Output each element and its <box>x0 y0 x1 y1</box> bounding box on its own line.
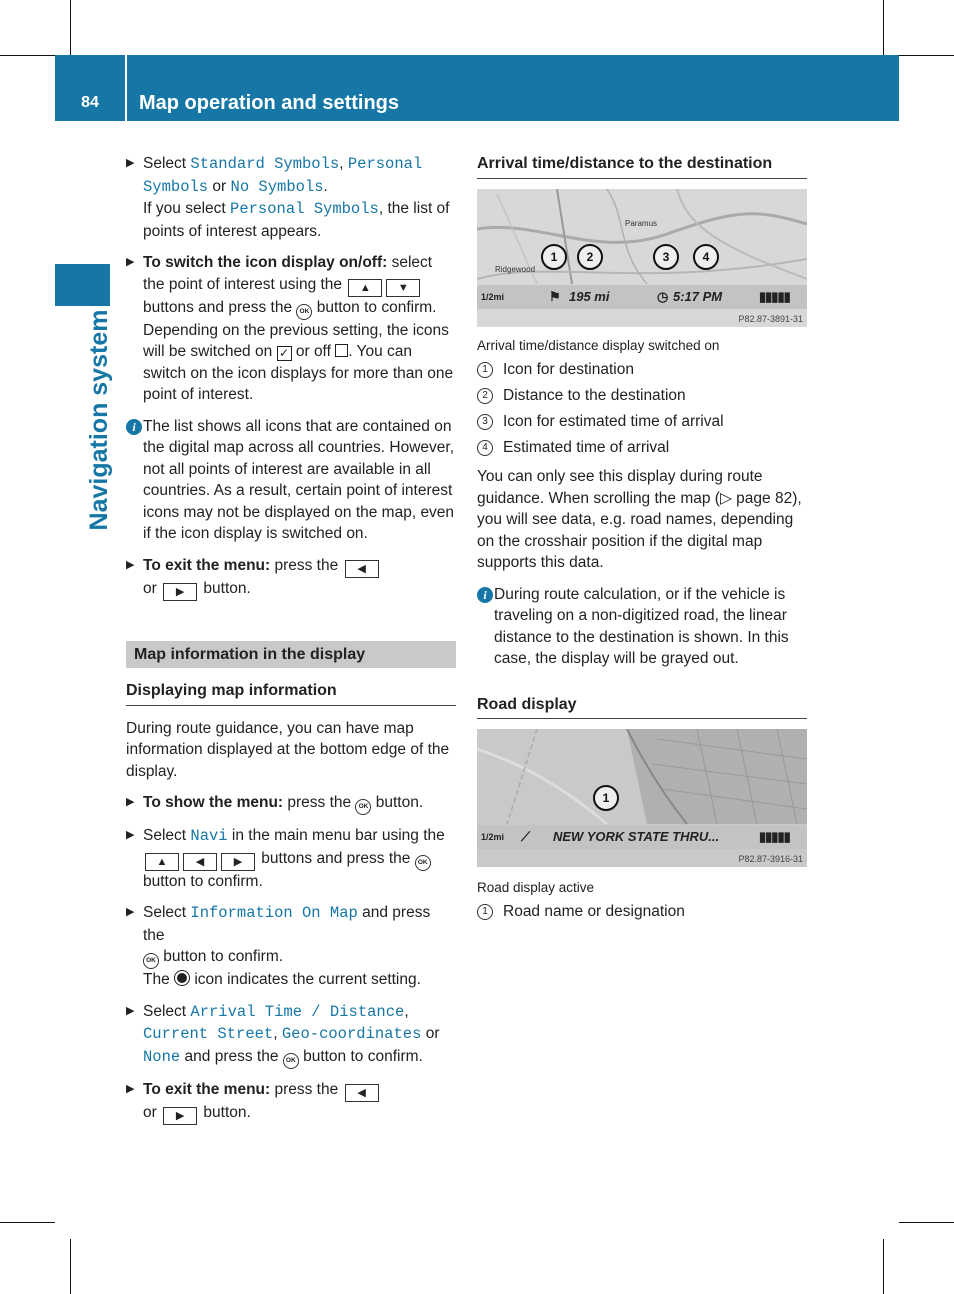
map-scale: 1/2mi <box>481 832 505 842</box>
up-key-icon: ▲ <box>348 279 382 297</box>
instruction-step: ▶ To switch the icon display on/off: select the point of interest using the ▲ ▼ buttons and press the OK button to confirm. Depending on the previous setting, the icons will be switched on ✓ or off . You can switch on the icon displays for more than one point of interest. <box>126 254 454 403</box>
menu-option: No Symbols <box>230 177 324 196</box>
info-note: i During route calculation, or if the vehicle is traveling on a non-digitized road, the linear distance to the destination is shown. In this case, the display will be grayed out. <box>477 584 807 670</box>
callout-3: 3 <box>653 244 679 270</box>
crop-mark <box>899 55 954 56</box>
down-key-icon: ▼ <box>386 279 420 297</box>
list-item: 2 Distance to the destination <box>477 385 807 407</box>
page-header <box>55 55 899 121</box>
crop-mark <box>899 1222 954 1223</box>
menu-option: Personal Symbols <box>143 155 423 196</box>
arrow-icon: ▶ <box>126 1004 135 1017</box>
destination-flag-icon: ⚑ <box>549 288 561 304</box>
figure-caption: Road display active <box>477 880 595 895</box>
list-item: 3 Icon for estimated time of arrival <box>477 411 807 433</box>
chapter-title: Map operation and settings <box>139 92 400 114</box>
map-place-label: Paramus <box>625 218 658 228</box>
crop-mark <box>70 0 71 55</box>
list-item: 4 Estimated time of arrival <box>477 437 807 459</box>
map-scale: 1/2mi <box>481 291 505 302</box>
left-column <box>126 153 456 1135</box>
crop-mark <box>0 55 55 56</box>
ok-button-icon: OK <box>296 304 312 320</box>
right-key-icon: ▶ <box>163 1107 197 1125</box>
subsection-heading: Road display <box>477 694 807 720</box>
section-heading: Map information in the display <box>126 641 456 669</box>
crop-mark <box>70 1239 71 1294</box>
info-icon: i <box>126 419 142 435</box>
menu-option: Navi <box>190 827 228 845</box>
info-note: i The list shows all icons that are contained on the digital map across all countries. However, not all points of interest are available in all countries. As a result, certain point of interest icons may not be displayed on the map, even if the icon display is switched on. <box>126 416 456 545</box>
list-item: 1 Road name or designation <box>477 901 807 923</box>
arrow-icon: ▶ <box>126 1082 135 1095</box>
signal-strength-icon: ▮▮▮▮▮ <box>759 288 790 304</box>
left-key-icon: ◀ <box>345 560 379 578</box>
figure-code: P82.87-3916-31 <box>738 854 803 864</box>
arrow-icon: ▶ <box>126 796 135 808</box>
crop-mark <box>0 1222 55 1223</box>
legend-list <box>477 901 807 923</box>
map-screenshot <box>477 189 807 327</box>
map-info-bar <box>477 825 807 849</box>
right-column <box>477 153 807 927</box>
arrow-icon: ▶ <box>126 558 135 571</box>
map-place-label: Ridgewood <box>495 264 536 274</box>
instruction-step: ▶ Select Arrival Time / Distance, Current Street, Geo-coordinates or None and press the OK button to confirm. <box>126 1001 456 1069</box>
instruction-step: ▶ Select Information On Map and press the OK button to confirm. The icon indicates the current setting. <box>126 904 431 988</box>
signal-strength-icon: ▮▮▮▮▮ <box>759 829 790 844</box>
ok-button-icon: OK <box>355 799 371 815</box>
instruction-step: ▶ Select Navi in the main menu bar using the ▲ ◀ ▶ buttons and press the OK button to confirm. <box>126 827 445 890</box>
map-screenshot <box>477 729 807 867</box>
menu-option: Current Street <box>143 1025 274 1043</box>
clock-icon: ◷ <box>657 288 669 304</box>
road-icon: ⟋ <box>521 829 531 844</box>
menu-option: Geo-coordinates <box>281 1025 422 1043</box>
menu-option: Information On Map <box>190 904 358 922</box>
paragraph: You can only see this display during route guidance. When scrolling the map (▷ page 82), you will see data, e.g. road names, depending on the crosshair position if the digital map supports this data. <box>477 468 802 571</box>
instruction-step: ▶ To exit the menu: press the ◀ or ▶ button. <box>126 1079 456 1125</box>
subsection-heading: Displaying map information <box>126 680 456 706</box>
up-key-icon: ▲ <box>145 853 179 871</box>
callout-4: 4 <box>693 244 719 270</box>
list-item: 1 Icon for destination <box>477 359 807 381</box>
ok-button-icon: OK <box>283 1053 299 1069</box>
map-info-bar <box>477 285 807 309</box>
page-number: 84 <box>81 94 99 111</box>
callout-1: 1 <box>541 244 567 270</box>
arrival-time: 5:17 PM <box>673 288 723 304</box>
crop-mark <box>883 0 884 55</box>
left-key-icon: ◀ <box>183 853 217 871</box>
info-icon: i <box>477 587 493 603</box>
figure-code: P82.87-3891-31 <box>738 313 803 324</box>
arrow-icon: ▶ <box>126 157 135 169</box>
right-key-icon: ▶ <box>221 853 255 871</box>
crop-mark <box>883 1239 884 1294</box>
subsection-heading: Arrival time/distance to the destination <box>477 153 807 179</box>
header-divider <box>125 55 127 121</box>
arrow-icon: ▶ <box>126 256 135 268</box>
menu-option: None <box>143 1047 181 1066</box>
callout-2: 2 <box>577 244 603 270</box>
paragraph: During route guidance, you can have map information displayed at the bottom edge of the display. <box>126 719 450 780</box>
figure-caption: Arrival time/distance display switched on <box>477 337 720 353</box>
arrow-icon: ▶ <box>126 906 135 918</box>
side-section-title: Navigation system <box>85 309 113 531</box>
instruction-step: ▶ To show the menu: press the OK button. <box>126 792 456 815</box>
menu-option: Arrival Time / Distance <box>190 1002 405 1021</box>
menu-option: Standard Symbols <box>190 155 340 173</box>
instruction-step: ▶ To exit the menu: press the ◀ or ▶ button. <box>126 555 456 601</box>
left-key-icon: ◀ <box>345 1084 379 1102</box>
distance-value: 195 mi <box>569 288 610 304</box>
instruction-step: ▶ Select Standard Symbols, Personal Symbols or No Symbols. If you select Personal Symbols, the list of points of interest appears. <box>126 155 450 240</box>
side-tab <box>55 264 110 306</box>
street-name: NEW YORK STATE THRU... <box>553 829 720 844</box>
radio-selected-icon <box>174 970 190 986</box>
arrow-icon: ▶ <box>126 829 135 841</box>
checkbox-checked-icon: ✓ <box>277 346 292 361</box>
menu-option: Personal Symbols <box>230 200 379 218</box>
legend-list <box>477 359 807 459</box>
ok-button-icon: OK <box>415 855 431 871</box>
checkbox-empty-icon <box>335 344 348 357</box>
right-key-icon: ▶ <box>163 583 197 601</box>
ok-button-icon: OK <box>143 953 159 969</box>
callout-1: 1 <box>593 785 619 811</box>
